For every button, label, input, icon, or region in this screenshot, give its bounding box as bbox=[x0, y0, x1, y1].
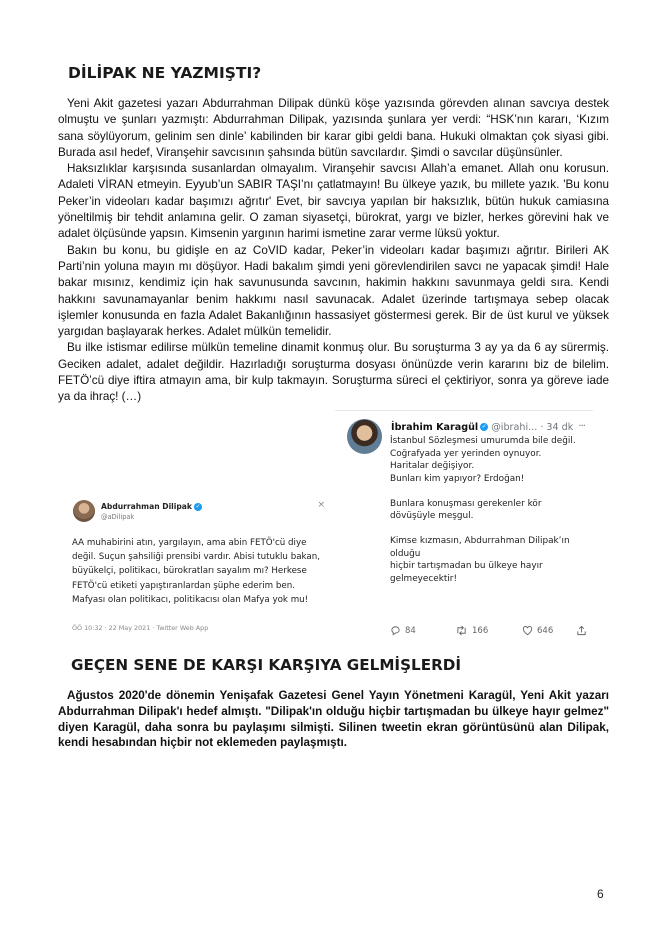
share-icon bbox=[576, 625, 587, 636]
verified-badge-icon: ✓ bbox=[195, 503, 201, 510]
tweet-author[interactable] bbox=[391, 422, 573, 433]
paragraph: Yeni Akit gazetesi yazarı Abdurrahman Dilipak dünkü köşe yazısında görevden alınan savcıya destek olmuştu ve şunları yazmıştı: Abdurrahman Dilipak, yazısında şunlara yer verdi: “HSK’nın kararı, ‘Kızım sana söylüyorum, gelinim sen dinle’ kabilinden bir karar gibi geldi bana. Hukuki olmaktan çok siyasi gibi. Burada asıl hedef, Viranşehir savcısının şahsında bütün savcılardır. Şimdi o savcılar düşünsünler. bbox=[58, 97, 609, 159]
author-handle: @ibrahi... · 34 dk bbox=[491, 422, 574, 433]
tweet-author[interactable] bbox=[101, 502, 202, 511]
retweet-icon bbox=[455, 625, 468, 636]
tweet-text: AA muhabirini atın, yargılayın, ama abin FETÖ'cü diye değil. Suçun şahsiliği prensibi vardır. Abisi tutuklu bakan, büyükelçi, politikacı, bürokratları sayalım mı? Herkese FETÖ'cü etiketi yapıştıranlardan şüphe ederim ben. Mafyası olan politikacı, politikacısı olan Mafya yok mu! bbox=[72, 538, 321, 605]
paragraph: Bu ilke istismar edilirse mülkün temeline dinamit konmuş olur. Bu soruşturma 3 ay ya da 6 ay sürermiş. Geciken adalet, adalet değildir. Hazırladığı soruşturma dosyası önünüzde verin kararını biz de bilelim. FETÖ’cü diye iftira atmayın ama, bir kulp takmayın. Soruşturma süreci el çektiriyor, sonra ya göreve iade ya da ihraç! (…) bbox=[58, 341, 609, 404]
paragraph: Ağustos 2020'de dönemin Yenişafak Gazetesi Genel Yayın Yönetmeni Karagül, Yeni Akit yazarı Abdurrahman Dilipak'ı hedef almıştı. "Dilipak'ın olduğu hiçbir tartışmadan bu ülkeye hayır gelmez" diyen Karagül, daha sonra bu paylaşımı silmişti. Silinen tweetin ekran görüntüsünü alan Dilipak, kendi hesabından hiçbir not eklemeden paylaşmıştı. bbox=[58, 689, 609, 750]
like-button[interactable] bbox=[522, 625, 553, 636]
reply-count: 84 bbox=[405, 625, 416, 636]
author-handle: @aDilipak bbox=[101, 513, 135, 521]
author-name[interactable]: İbrahim Karagül bbox=[391, 422, 479, 433]
tweet-dilipak bbox=[60, 493, 333, 656]
share-button[interactable] bbox=[576, 625, 587, 636]
tweet-timestamp: ÖÖ 10:32 · 22 May 2021 · Twitter Web App bbox=[72, 624, 209, 632]
verified-badge-icon: ✓ bbox=[481, 423, 487, 430]
more-options-icon[interactable]: ··· bbox=[578, 421, 585, 432]
reply-icon bbox=[390, 625, 401, 636]
heart-icon bbox=[522, 625, 533, 636]
paragraph: Bakın bu konu, bu gidişle en az CoVID kadar, Peker’in videoları kadar başımızı ağrıtır. Birileri AK Parti’nin yoluna mayın mı döşüyor. Hadi bakalım şimdi yeni görevlendirilen savcı ne yapacak şimdi! Hale bakar mısınız, kendimiz için hak savunusunda savcının, hakimin hakkını savunmaya geldi sıra. Kendi hakkını savunamayanlar benim hakkımı nasıl savunacak. Adalet üzerinde tartışmaya sebep olacak işlemler konusunda en fazla Adalet Bakanlığının hassasiyet göstermesi gerek. Bir de üst kurul ve yüksek yargıdan başlayarak herkes. Adalet mülkün temelidir. bbox=[58, 243, 609, 339]
article-body bbox=[58, 96, 609, 406]
page-number: 6 bbox=[597, 887, 604, 901]
avatar[interactable] bbox=[73, 500, 95, 522]
close-icon[interactable]: × bbox=[317, 500, 325, 510]
author-name[interactable]: Abdurrahman Dilipak bbox=[101, 502, 192, 511]
paragraph: Haksızlıklar karşısında susanlardan olmayalım. Viranşehir savcısı Allah’a emanet. Allah onu korusun. Adaleti VİRAN etmeyin. Eyyub’un SABIR TAŞI’nı çatlatmayın! Bu ülkeye yazık, bu millete yazık. 'Bu konu Peker’in videoları kadar başımızı ağrıtır' Evet, bir savcıya yapılan bir haksızlık, bütün hukuk camiasına yöneltilmiş bir tehdit anlamına gelir. O zaman siyasetçi, bürokrat, yargı ve bizler, herkes görevini hak ve adalet ölçüsünde yapsın. Kimsenin yargının harimi ismetine zarar verme lüksü yoktur. bbox=[58, 162, 609, 241]
section-title-dilipak: DİLİPAK NE YAZMIŞTI? bbox=[68, 64, 262, 82]
like-count: 646 bbox=[537, 625, 554, 636]
retweet-count: 166 bbox=[472, 625, 489, 636]
section-title-karagul: GEÇEN SENE DE KARŞI KARŞIYA GELMİŞLERDİ bbox=[71, 656, 462, 674]
reply-button[interactable] bbox=[390, 625, 416, 636]
tweet-text: İstanbul Sözleşmesi umurumda bile değil. Coğrafyada yer yerinden oynuyor. Haritalar değişiyor. Bunları kim yapıyor? Erdoğan! Bunlara konuşması gerekenler kör dövüşüyle meşgul. Kimse kızmasın, Abdurrahman Dilipak’ın olduğu hiçbir tartışmadan bu ülkeye hayır gelmeyecektir! bbox=[390, 436, 576, 584]
article-body-bold bbox=[58, 688, 609, 751]
tweet-karagul bbox=[335, 410, 593, 645]
retweet-button[interactable] bbox=[455, 625, 488, 636]
avatar[interactable] bbox=[347, 419, 382, 454]
